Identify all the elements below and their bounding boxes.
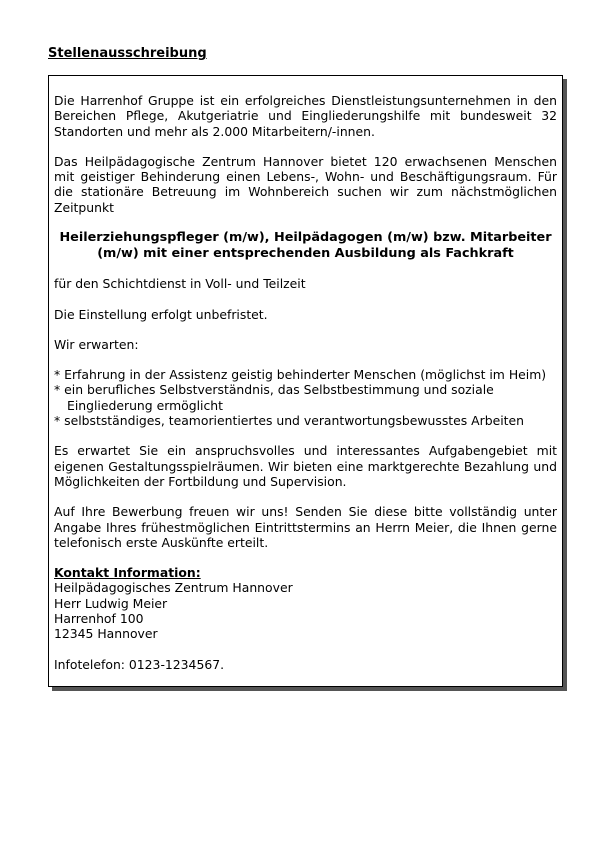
page-heading: Stellenausschreibung bbox=[48, 46, 207, 61]
contact-block bbox=[54, 565, 557, 641]
intro-paragraph: Die Harrenhof Gruppe ist ein erfolgreiches Dienstleistungsunternehmen in den Bereichen Pflege, Akutgeriatrie und Eingliederungshilfe mit bundesweit 32 Standorten und mehr als 2.000 Mitarbeitern/-innen. bbox=[54, 93, 557, 139]
requirement-item: * Erfahrung in der Assistenz geistig behinderter Menschen (möglichst im Heim) bbox=[54, 367, 547, 383]
requirements-list bbox=[54, 367, 557, 428]
job-title-line-2: (m/w) mit einer entsprechenden Ausbildung als Fachkraft bbox=[97, 245, 514, 261]
contact-organization: Heilpädagogisches Zentrum Hannover bbox=[54, 580, 293, 596]
employment-paragraph: Die Einstellung erfolgt unbefristet. bbox=[54, 306, 268, 322]
requirement-item: * selbstständiges, teamorientiertes und verantwortungsbewusstes Arbeiten bbox=[54, 413, 525, 429]
contact-title: Kontakt Information: bbox=[54, 565, 201, 581]
application-paragraph: Auf Ihre Bewerbung freuen wir uns! Senden Sie diese bitte vollständig unter Angabe Ihres frühestmöglichen Eintrittstermins an Herrn Meier, die Ihnen gerne telefonisch erste Auskünfte erteilt. bbox=[54, 504, 557, 550]
shift-paragraph: für den Schichtdienst in Voll- und Teilzeit bbox=[54, 276, 306, 292]
expectations-heading: Wir erwarten: bbox=[54, 336, 139, 352]
job-title-line-1: Heilerziehungspfleger (m/w), Heilpädagogen (m/w) bzw. Mitarbeiter bbox=[59, 230, 552, 246]
offer-paragraph: Es erwartet Sie ein anspruchsvolles und interessantes Aufgabengebiet mit eigenen Gestaltungsspielräumen. Wir bieten eine marktgerechte Bezahlung und Möglichkeiten der Fortbildung und Supervision. bbox=[54, 443, 557, 489]
job-ad-box bbox=[48, 75, 563, 687]
contact-phone: Infotelefon: 0123-1234567. bbox=[54, 656, 225, 672]
contact-city: 12345 Hannover bbox=[54, 626, 158, 642]
job-title bbox=[54, 230, 557, 261]
requirement-item: * ein berufliches Selbstverständnis, das Selbstbestimmung und soziale Eingliederung ermöglicht bbox=[54, 382, 494, 413]
contact-person: Herr Ludwig Meier bbox=[54, 595, 168, 611]
center-description-paragraph: Das Heilpädagogische Zentrum Hannover bietet 120 erwachsenen Menschen mit geistiger Behinderung einen Lebens-, Wohn- und Beschäftigungsraum. Für die stationäre Betreuung im Wohnbereich suchen wir zum nächstmöglichen Zeitpunkt bbox=[54, 153, 557, 215]
contact-street: Harrenhof 100 bbox=[54, 611, 144, 627]
